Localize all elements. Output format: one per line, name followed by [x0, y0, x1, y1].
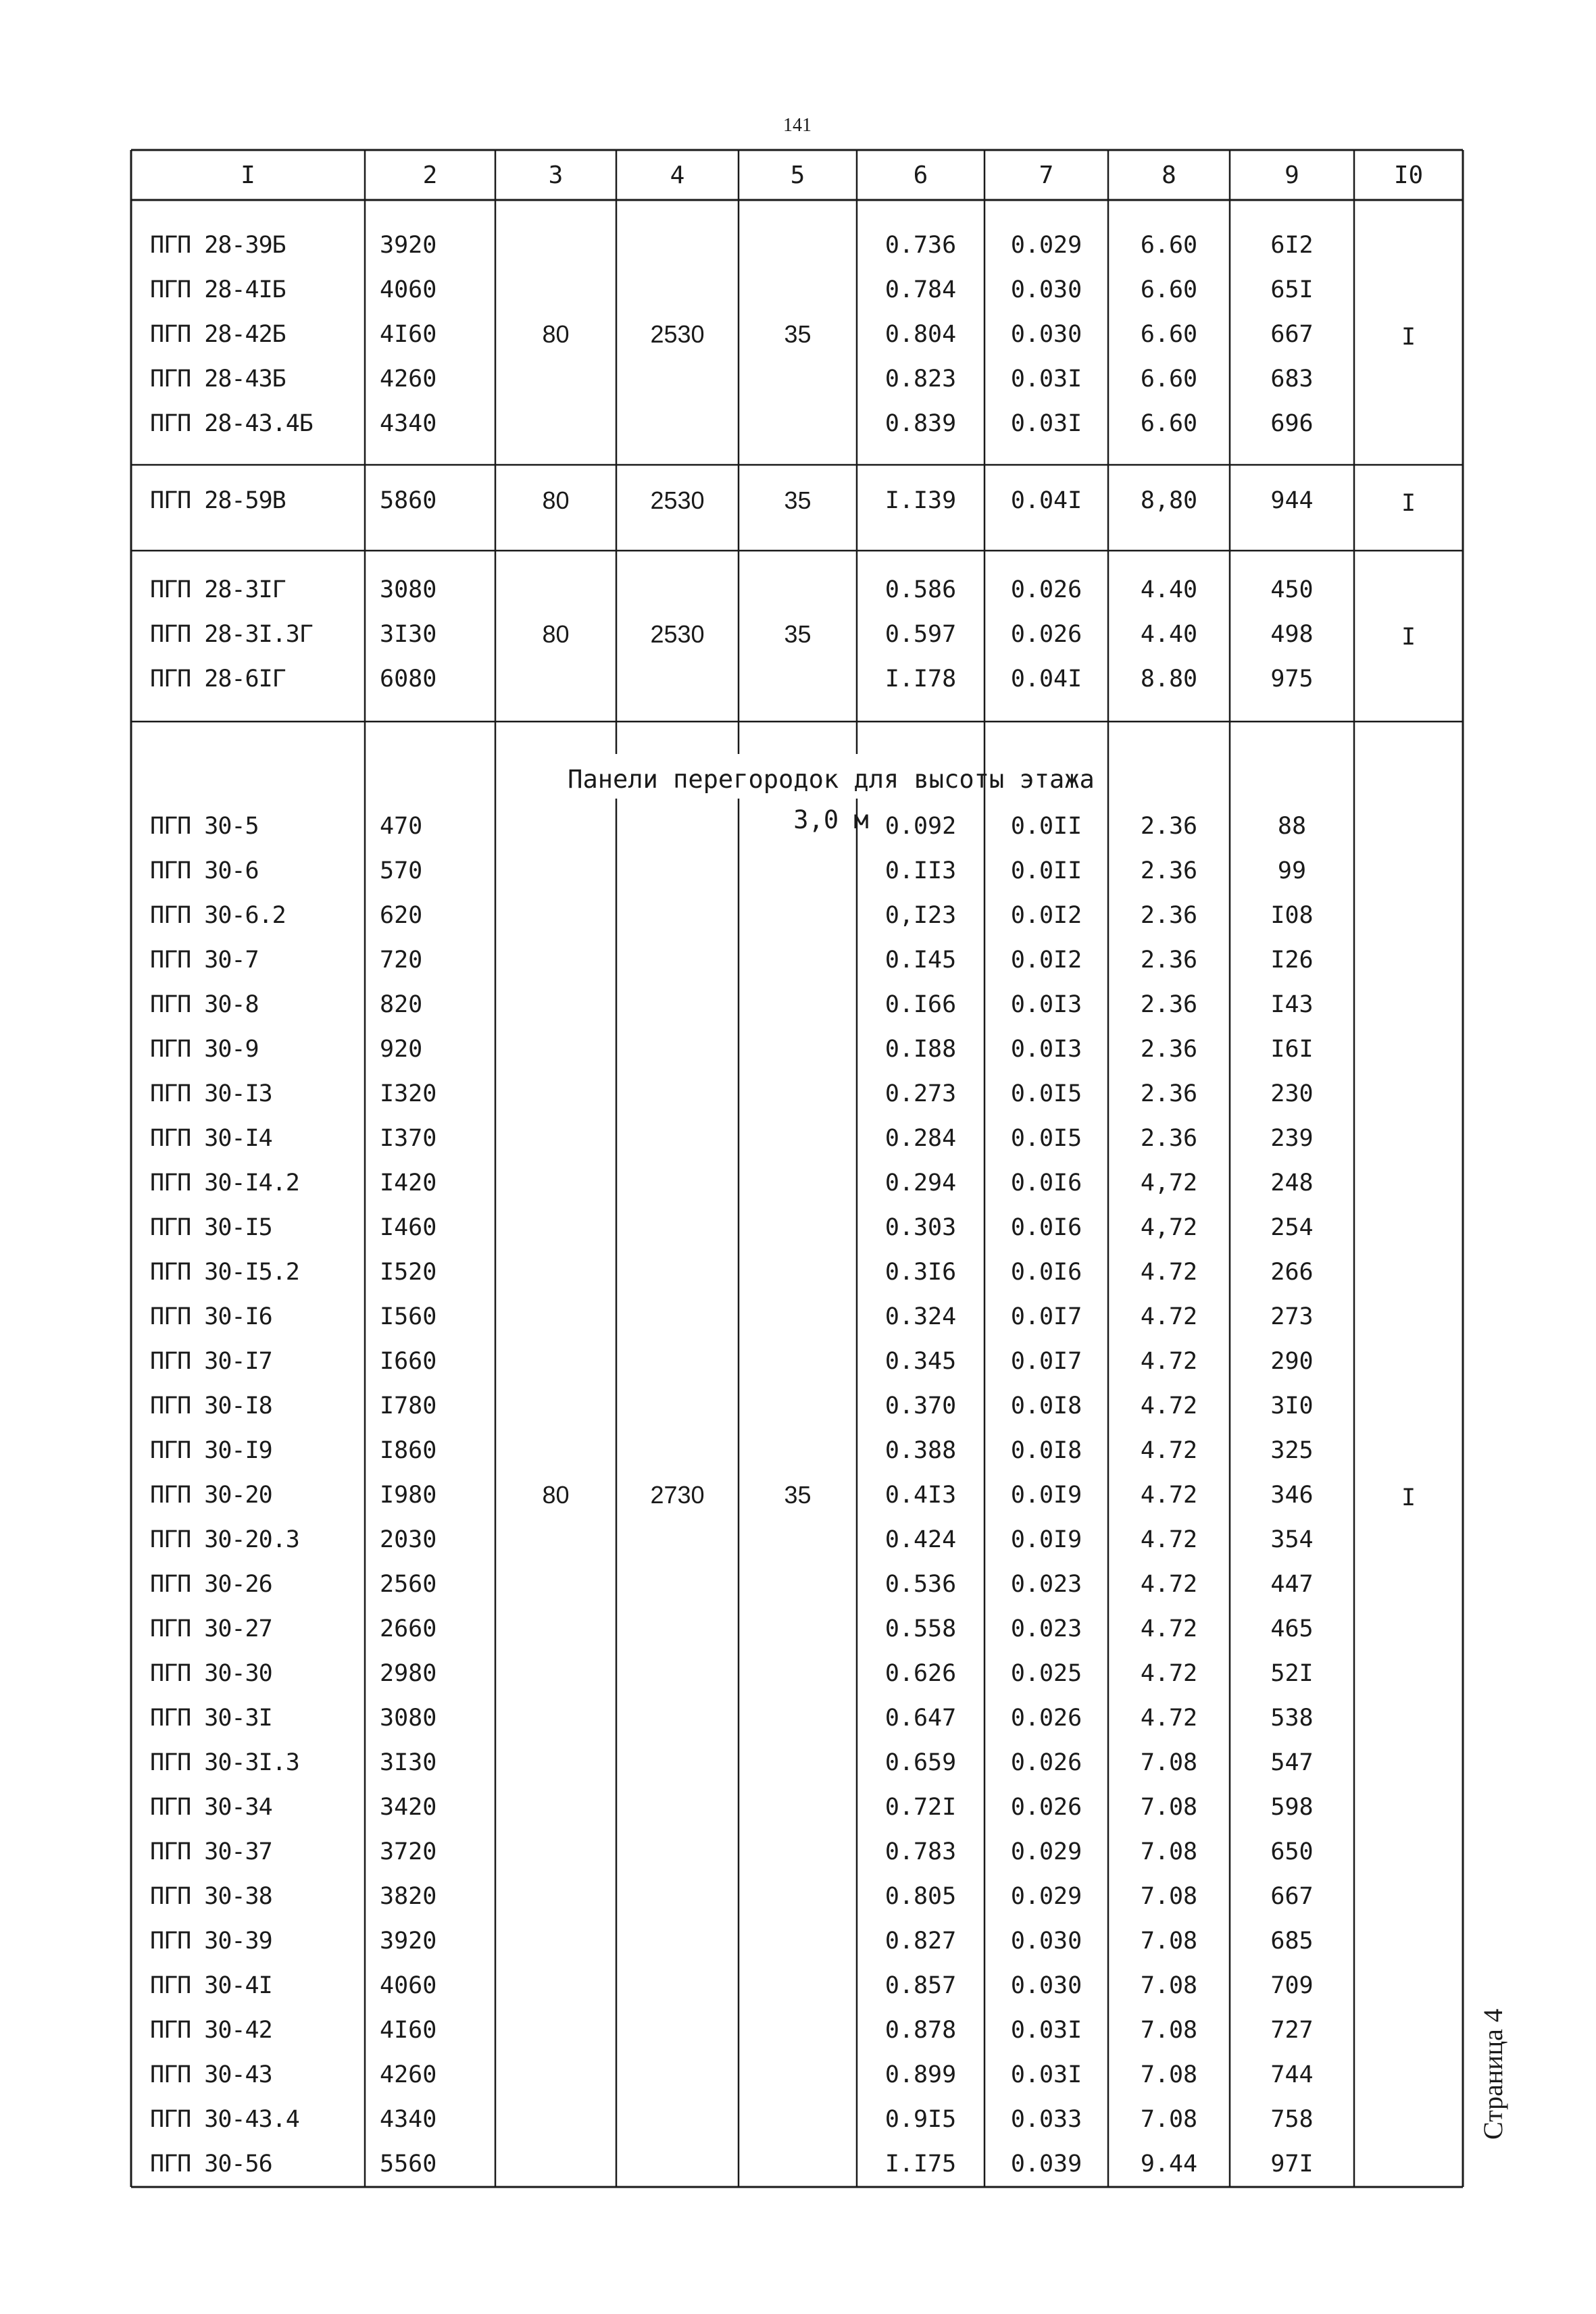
row-value-8: 2.36 [1140, 813, 1198, 840]
row-value-7: 0.03I [1010, 366, 1082, 393]
row-length: I660 [380, 1348, 437, 1375]
row-value-7: 0.030 [1010, 276, 1082, 303]
row-mass: 3I0 [1270, 1392, 1314, 1419]
row-value-7: 0.04I [1010, 665, 1082, 693]
row-value-7: 0.030 [1010, 1928, 1082, 1955]
column-header-3: 3 [548, 161, 564, 189]
row-volume: 0.3I6 [884, 1259, 957, 1286]
row-mass: 465 [1270, 1615, 1314, 1642]
merged-col-10: I [1401, 490, 1416, 517]
row-name: ПГП 30-3I.3 [150, 1749, 299, 1776]
row-mass: 667 [1270, 1883, 1314, 1910]
row-name: ПГП 30-30 [150, 1660, 272, 1687]
row-value-8: 9.44 [1140, 2150, 1198, 2178]
row-volume: 0.294 [884, 1169, 957, 1197]
merged-col-5: 35 [784, 320, 812, 348]
row-name: ПГП 28-43.4Б [150, 410, 313, 437]
row-value-7: 0.0I5 [1010, 1080, 1082, 1107]
row-length: 2980 [380, 1660, 437, 1687]
row-mass: 346 [1270, 1482, 1314, 1509]
row-value-7: 0.03I [1010, 2017, 1082, 2044]
row-value-8: 7.08 [1140, 1972, 1198, 1999]
row-mass: 266 [1270, 1259, 1314, 1286]
row-volume: I.I78 [884, 665, 957, 693]
row-value-7: 0.0I9 [1010, 1526, 1082, 1553]
row-name: ПГП 30-8 [150, 991, 259, 1018]
row-length: I520 [380, 1259, 437, 1286]
row-name: ПГП 30-42 [150, 2017, 272, 2044]
row-mass: 538 [1270, 1705, 1314, 1732]
row-volume: 0.899 [884, 2061, 957, 2088]
column-header-7: 7 [1039, 161, 1054, 189]
row-length: I780 [380, 1392, 437, 1419]
row-name: ПГП 30-I9 [150, 1437, 272, 1464]
row-length: 920 [380, 1036, 423, 1063]
row-value-7: 0.0I6 [1010, 1169, 1082, 1197]
row-name: ПГП 28-4IБ [150, 276, 286, 303]
row-mass: 667 [1270, 321, 1314, 348]
row-name: ПГП 30-20.3 [150, 1526, 299, 1553]
row-value-7: 0.026 [1010, 1794, 1082, 1821]
row-length: I370 [380, 1125, 437, 1152]
merged-col-5: 35 [784, 486, 812, 514]
row-volume: 0.647 [884, 1705, 957, 1732]
row-name: ПГП 30-38 [150, 1883, 272, 1910]
row-name: ПГП 30-I5 [150, 1214, 272, 1241]
row-value-8: 7.08 [1140, 1928, 1198, 1955]
row-value-7: 0.0II [1010, 857, 1082, 884]
row-volume: 0.092 [884, 813, 957, 840]
row-value-7: 0.0II [1010, 813, 1082, 840]
row-value-8: 4,72 [1140, 1169, 1198, 1197]
row-volume: I.I39 [884, 487, 957, 514]
column-header-9: 9 [1285, 161, 1299, 189]
row-volume: 0.388 [884, 1437, 957, 1464]
row-value-8: 6.60 [1140, 276, 1198, 303]
merged-col-10: I [1401, 624, 1416, 651]
section-title: Панели перегородок для высоты этажа 3,0 м [568, 765, 1095, 834]
row-name: ПГП 30-34 [150, 1794, 272, 1821]
row-length: 3920 [380, 1928, 437, 1955]
row-value-8: 4,72 [1140, 1214, 1198, 1241]
row-value-7: 0.0I6 [1010, 1259, 1082, 1286]
row-value-8: 6.60 [1140, 410, 1198, 437]
row-value-7: 0.0I9 [1010, 1482, 1082, 1509]
row-volume: 0.303 [884, 1214, 957, 1241]
row-value-8: 6.60 [1140, 366, 1198, 393]
row-volume: 0.839 [884, 410, 957, 437]
row-name: ПГП 30-3I [150, 1705, 272, 1732]
row-name: ПГП 28-3IГ [150, 576, 286, 603]
row-mass: 685 [1270, 1928, 1314, 1955]
row-value-7: 0.0I3 [1010, 1036, 1082, 1063]
row-length: I320 [380, 1080, 437, 1107]
row-volume: 0,I23 [884, 902, 957, 929]
column-header-8: 8 [1162, 161, 1176, 189]
row-value-7: 0.029 [1010, 1883, 1082, 1910]
row-value-7: 0.0I8 [1010, 1437, 1082, 1464]
row-name: ПГП 30-6.2 [150, 902, 286, 929]
row-length: 4I60 [380, 321, 437, 348]
row-value-8: 4.72 [1140, 1526, 1198, 1553]
merged-col-3: 80 [542, 486, 570, 514]
row-volume: 0.626 [884, 1660, 957, 1687]
row-volume: 0.659 [884, 1749, 957, 1776]
row-length: 570 [380, 857, 423, 884]
row-value-7: 0.023 [1010, 1571, 1082, 1598]
row-mass: 447 [1270, 1571, 1314, 1598]
row-mass: 696 [1270, 410, 1314, 437]
row-length: 3420 [380, 1794, 437, 1821]
row-length: 4060 [380, 1972, 437, 1999]
row-volume: 0.558 [884, 1615, 957, 1642]
row-length: I560 [380, 1303, 437, 1330]
row-length: I980 [380, 1482, 437, 1509]
row-length: 720 [380, 947, 423, 974]
row-value-7: 0.0I7 [1010, 1348, 1082, 1375]
row-volume: 0.783 [884, 1838, 957, 1865]
row-value-7: 0.030 [1010, 1972, 1082, 1999]
row-mass: 744 [1270, 2061, 1314, 2088]
row-name: ПГП 28-59В [150, 487, 286, 514]
row-volume: 0.827 [884, 1928, 957, 1955]
column-header-1: I [241, 161, 255, 189]
row-volume: I.I75 [884, 2150, 957, 2178]
row-length: 3I30 [380, 621, 437, 648]
row-value-7: 0.0I2 [1010, 947, 1082, 974]
row-volume: 0.805 [884, 1883, 957, 1910]
page-number: 141 [783, 115, 812, 136]
row-value-8: 4.72 [1140, 1482, 1198, 1509]
row-value-7: 0.026 [1010, 1749, 1082, 1776]
row-mass: 230 [1270, 1080, 1314, 1107]
row-name: ПГП 30-43 [150, 2061, 272, 2088]
row-value-7: 0.033 [1010, 2106, 1082, 2133]
row-value-8: 7.08 [1140, 1883, 1198, 1910]
row-mass: 498 [1270, 621, 1314, 648]
row-value-8: 6.60 [1140, 232, 1198, 259]
row-value-7: 0.029 [1010, 232, 1082, 259]
row-value-8: 4.72 [1140, 1571, 1198, 1598]
row-length: 470 [380, 813, 423, 840]
row-volume: 0.586 [884, 576, 957, 603]
row-name: ПГП 30-26 [150, 1571, 272, 1598]
row-mass: 290 [1270, 1348, 1314, 1375]
row-value-8: 2.36 [1140, 902, 1198, 929]
row-mass: 88 [1277, 813, 1307, 840]
row-value-8: 4.72 [1140, 1259, 1198, 1286]
row-mass: 547 [1270, 1749, 1314, 1776]
row-mass: I26 [1270, 947, 1314, 974]
row-value-8: 2.36 [1140, 1036, 1198, 1063]
column-header-5: 5 [790, 161, 805, 189]
row-value-8: 4.72 [1140, 1348, 1198, 1375]
row-name: ПГП 30-20 [150, 1482, 272, 1509]
row-volume: 0.72I [884, 1794, 957, 1821]
row-name: ПГП 28-42Б [150, 321, 286, 348]
row-value-8: 7.08 [1140, 1794, 1198, 1821]
column-header-4: 4 [670, 161, 685, 189]
merged-col-10: I [1401, 324, 1416, 351]
row-mass: 709 [1270, 1972, 1314, 1999]
row-value-7: 0.04I [1010, 487, 1082, 514]
row-mass: 354 [1270, 1526, 1314, 1553]
merged-col-3: 80 [542, 320, 570, 348]
row-name: ПГП 28-39Б [150, 232, 286, 259]
row-name: ПГП 30-9 [150, 1036, 259, 1063]
row-volume: 0.I88 [884, 1036, 957, 1063]
row-volume: 0.878 [884, 2017, 957, 2044]
row-name: ПГП 30-4I [150, 1972, 272, 1999]
row-length: 5560 [380, 2150, 437, 2178]
row-mass: I43 [1270, 991, 1314, 1018]
row-volume: 0.345 [884, 1348, 957, 1375]
row-length: 2030 [380, 1526, 437, 1553]
row-volume: 0.I45 [884, 947, 957, 974]
row-length: 4340 [380, 410, 437, 437]
row-length: 2560 [380, 1571, 437, 1598]
row-value-8: 2.36 [1140, 991, 1198, 1018]
row-name: ПГП 28-3I.3Г [150, 621, 313, 648]
column-header-2: 2 [422, 161, 438, 189]
row-mass: 683 [1270, 366, 1314, 393]
row-mass: 727 [1270, 2017, 1314, 2044]
row-volume: 0.597 [884, 621, 957, 648]
merged-col-4: 2730 [650, 1481, 705, 1509]
row-length: 3I30 [380, 1749, 437, 1776]
row-name: ПГП 30-I4 [150, 1125, 272, 1152]
merged-col-10: I [1401, 1484, 1416, 1511]
row-value-7: 0.029 [1010, 1838, 1082, 1865]
row-mass: 975 [1270, 665, 1314, 693]
row-length: 4I60 [380, 2017, 437, 2044]
merged-col-5: 35 [784, 1481, 812, 1509]
merged-col-4: 2530 [650, 486, 705, 514]
row-name: ПГП 30-56 [150, 2150, 272, 2178]
row-mass: 650 [1270, 1838, 1314, 1865]
row-name: ПГП 30-43.4 [150, 2106, 299, 2133]
row-volume: 0.857 [884, 1972, 957, 1999]
row-length: 4340 [380, 2106, 437, 2133]
page-side-label: Страница 4 [1478, 2009, 1508, 2140]
row-volume: 0.273 [884, 1080, 957, 1107]
row-name: ПГП 28-6IГ [150, 665, 286, 693]
row-name: ПГП 30-37 [150, 1838, 272, 1865]
row-length: 620 [380, 902, 423, 929]
row-volume: 0.II3 [884, 857, 957, 884]
row-value-8: 4.72 [1140, 1437, 1198, 1464]
row-length: 820 [380, 991, 423, 1018]
merged-col-4: 2530 [650, 320, 705, 348]
row-volume: 0.I66 [884, 991, 957, 1018]
row-mass: 65I [1270, 276, 1314, 303]
row-length: I460 [380, 1214, 437, 1241]
row-length: I420 [380, 1169, 437, 1197]
row-value-8: 8,80 [1140, 487, 1198, 514]
row-volume: 0.9I5 [884, 2106, 957, 2133]
row-length: 4060 [380, 276, 437, 303]
row-value-8: 7.08 [1140, 2017, 1198, 2044]
row-value-8: 4.40 [1140, 621, 1198, 648]
row-name: ПГП 30-27 [150, 1615, 272, 1642]
row-length: 6080 [380, 665, 437, 693]
row-value-8: 4.72 [1140, 1392, 1198, 1419]
row-name: ПГП 30-39 [150, 1928, 272, 1955]
merged-col-3: 80 [542, 1481, 570, 1509]
row-length: 3920 [380, 232, 437, 259]
row-length: 3080 [380, 1705, 437, 1732]
row-value-8: 4.72 [1140, 1615, 1198, 1642]
row-value-8: 4.72 [1140, 1303, 1198, 1330]
row-volume: 0.370 [884, 1392, 957, 1419]
row-value-7: 0.03I [1010, 2061, 1082, 2088]
row-name: ПГП 30-I4.2 [150, 1169, 299, 1197]
row-value-7: 0.03I [1010, 410, 1082, 437]
row-value-8: 7.08 [1140, 1838, 1198, 1865]
row-name: ПГП 28-43Б [150, 366, 286, 393]
row-volume: 0.784 [884, 276, 957, 303]
row-value-8: 6.60 [1140, 321, 1198, 348]
row-mass: 97I [1270, 2150, 1314, 2178]
row-mass: I08 [1270, 902, 1314, 929]
row-name: ПГП 30-I5.2 [150, 1259, 299, 1286]
row-value-8: 7.08 [1140, 2061, 1198, 2088]
row-mass: 6I2 [1270, 232, 1314, 259]
row-volume: 0.536 [884, 1571, 957, 1598]
row-name: ПГП 30-5 [150, 813, 259, 840]
row-volume: 0.736 [884, 232, 957, 259]
row-value-7: 0.026 [1010, 576, 1082, 603]
row-mass: 450 [1270, 576, 1314, 603]
row-value-8: 4.72 [1140, 1705, 1198, 1732]
column-header-6: 6 [913, 161, 928, 189]
row-length: 3820 [380, 1883, 437, 1910]
row-value-8: 2.36 [1140, 1080, 1198, 1107]
row-value-8: 4.40 [1140, 576, 1198, 603]
row-mass: 248 [1270, 1169, 1314, 1197]
row-mass: 273 [1270, 1303, 1314, 1330]
row-value-8: 4.72 [1140, 1660, 1198, 1687]
row-mass: 325 [1270, 1437, 1314, 1464]
row-volume: 0.804 [884, 321, 957, 348]
merged-col-4: 2530 [650, 620, 705, 648]
row-volume: 0.823 [884, 366, 957, 393]
row-length: 3080 [380, 576, 437, 603]
row-mass: 99 [1277, 857, 1307, 884]
row-value-8: 2.36 [1140, 1125, 1198, 1152]
merged-col-3: 80 [542, 620, 570, 648]
row-value-8: 7.08 [1140, 1749, 1198, 1776]
row-volume: 0.324 [884, 1303, 957, 1330]
row-length: I860 [380, 1437, 437, 1464]
row-value-7: 0.0I8 [1010, 1392, 1082, 1419]
row-length: 4260 [380, 366, 437, 393]
row-name: ПГП 30-I6 [150, 1303, 272, 1330]
row-value-7: 0.0I6 [1010, 1214, 1082, 1241]
row-name: ПГП 30-7 [150, 947, 259, 974]
row-volume: 0.4I3 [884, 1482, 957, 1509]
row-value-8: 2.36 [1140, 857, 1198, 884]
row-volume: 0.284 [884, 1125, 957, 1152]
row-mass: 598 [1270, 1794, 1314, 1821]
column-header-10: I0 [1393, 161, 1424, 189]
row-length: 4260 [380, 2061, 437, 2088]
row-value-8: 8.80 [1140, 665, 1198, 693]
row-length: 2660 [380, 1615, 437, 1642]
row-name: ПГП 30-I3 [150, 1080, 272, 1107]
row-value-7: 0.0I5 [1010, 1125, 1082, 1152]
row-mass: 239 [1270, 1125, 1314, 1152]
row-value-7: 0.0I7 [1010, 1303, 1082, 1330]
row-mass: 52I [1270, 1660, 1314, 1687]
row-value-7: 0.023 [1010, 1615, 1082, 1642]
row-value-8: 7.08 [1140, 2106, 1198, 2133]
row-name: ПГП 30-I7 [150, 1348, 272, 1375]
row-value-8: 2.36 [1140, 947, 1198, 974]
row-mass: 944 [1270, 487, 1314, 514]
row-name: ПГП 30-I8 [150, 1392, 272, 1419]
row-mass: I6I [1270, 1036, 1314, 1063]
row-value-7: 0.025 [1010, 1660, 1082, 1687]
row-value-7: 0.030 [1010, 321, 1082, 348]
row-length: 5860 [380, 487, 437, 514]
row-volume: 0.424 [884, 1526, 957, 1553]
row-value-7: 0.039 [1010, 2150, 1082, 2178]
row-value-7: 0.0I3 [1010, 991, 1082, 1018]
row-value-7: 0.026 [1010, 1705, 1082, 1732]
row-value-7: 0.0I2 [1010, 902, 1082, 929]
row-value-7: 0.026 [1010, 621, 1082, 648]
row-name: ПГП 30-6 [150, 857, 259, 884]
row-length: 3720 [380, 1838, 437, 1865]
merged-col-5: 35 [784, 620, 812, 648]
row-mass: 254 [1270, 1214, 1314, 1241]
row-mass: 758 [1270, 2106, 1314, 2133]
